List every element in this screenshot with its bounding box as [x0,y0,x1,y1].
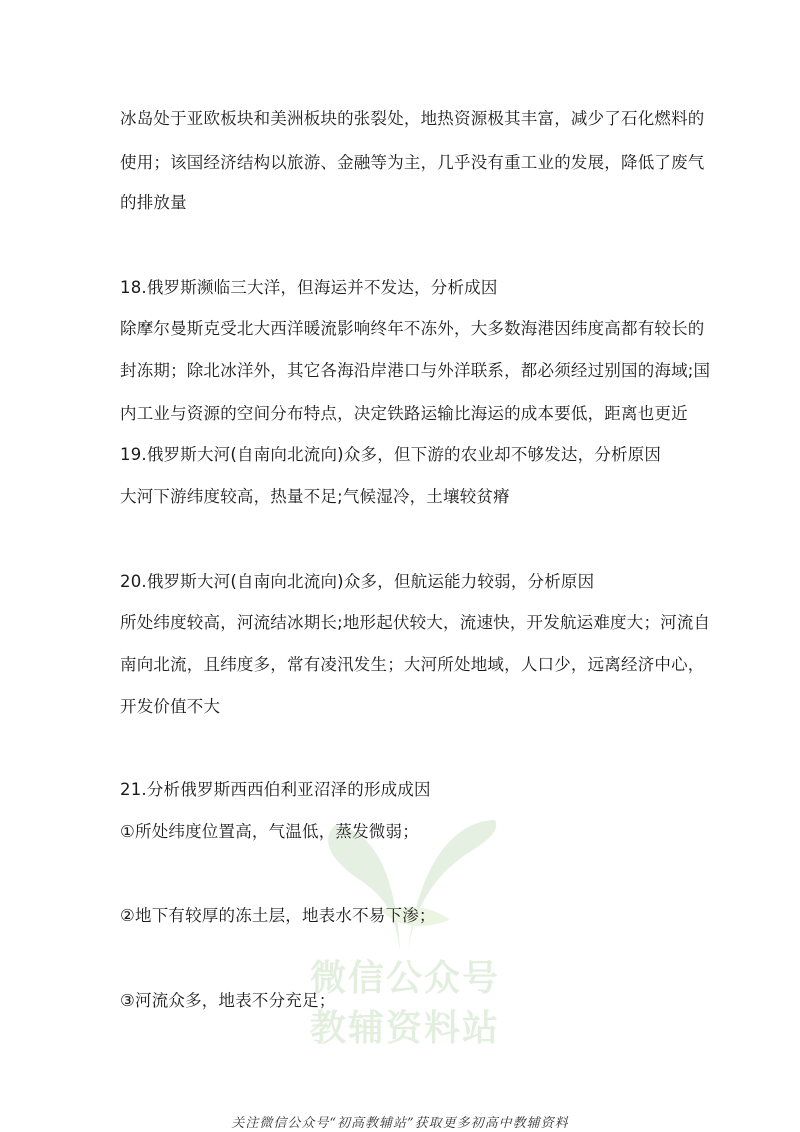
watermark-line-2: 教辅资料站 [309,1008,500,1049]
paragraph-line: 大河下游纬度较高，热量不足;气候湿冷，土壤较贫瘠 [120,487,510,506]
watermark-logo [300,810,510,1050]
paragraph-line: 封冻期；除北冰洋外，其它各海沿岸港口与外洋联系，都必须经过别国的海域;国 [120,361,711,380]
paragraph-line: 开发价值不大 [120,697,221,716]
answer-point-1: ①所处纬度位置高，气温低，蒸发微弱； [120,822,419,841]
question-21-heading: 21.分析俄罗斯西西伯利亚沼泽的形成成因 [120,780,431,799]
paragraph-line: 的排放量 [120,193,187,212]
question-19-heading: 19.俄罗斯大河(自南向北流向)众多，但下游的农业却不够发达，分析原因 [120,445,662,464]
paragraph-line: 使用；该国经济结构以旅游、金融等为主，几乎没有重工业的发展，降低了废气 [120,153,705,172]
paragraph-line: 所处纬度较高，河流结冰期长;地形起伏较大，流速快，开发航运难度大；河流自 [120,613,711,632]
paragraph-line: 冰岛处于亚欧板块和美洲板块的张裂处，地热资源极其丰富，减少了石化燃料的 [120,109,705,128]
question-18-heading: 18.俄罗斯濒临三大洋，但海运并不发达，分析成因 [120,278,498,297]
paragraph-line: 除摩尔曼斯克受北大西洋暖流影响终年不冻外，大多数海港因纬度高都有较长的 [120,319,705,338]
paragraph-line: 南向北流，且纬度多，常有凌汛发生；大河所处地域，人口少，远离经济中心， [120,655,705,674]
paragraph-line: 内工业与资源的空间分布特点，决定铁路运输比海运的成本要低，距离也更近 [120,404,688,423]
watermark-line-1: 微信公众号 [309,958,500,999]
page-footer: 关注微信公众号“初高教辅站”获取更多初高中教辅资料 [231,1116,569,1131]
question-20-heading: 20.俄罗斯大河(自南向北流向)众多，但航运能力较弱，分析原因 [120,572,595,591]
answer-point-2: ②地下有较厚的冻土层，地表水不易下渗； [120,906,436,925]
answer-point-3: ③河流众多，地表不分充足； [120,991,336,1010]
